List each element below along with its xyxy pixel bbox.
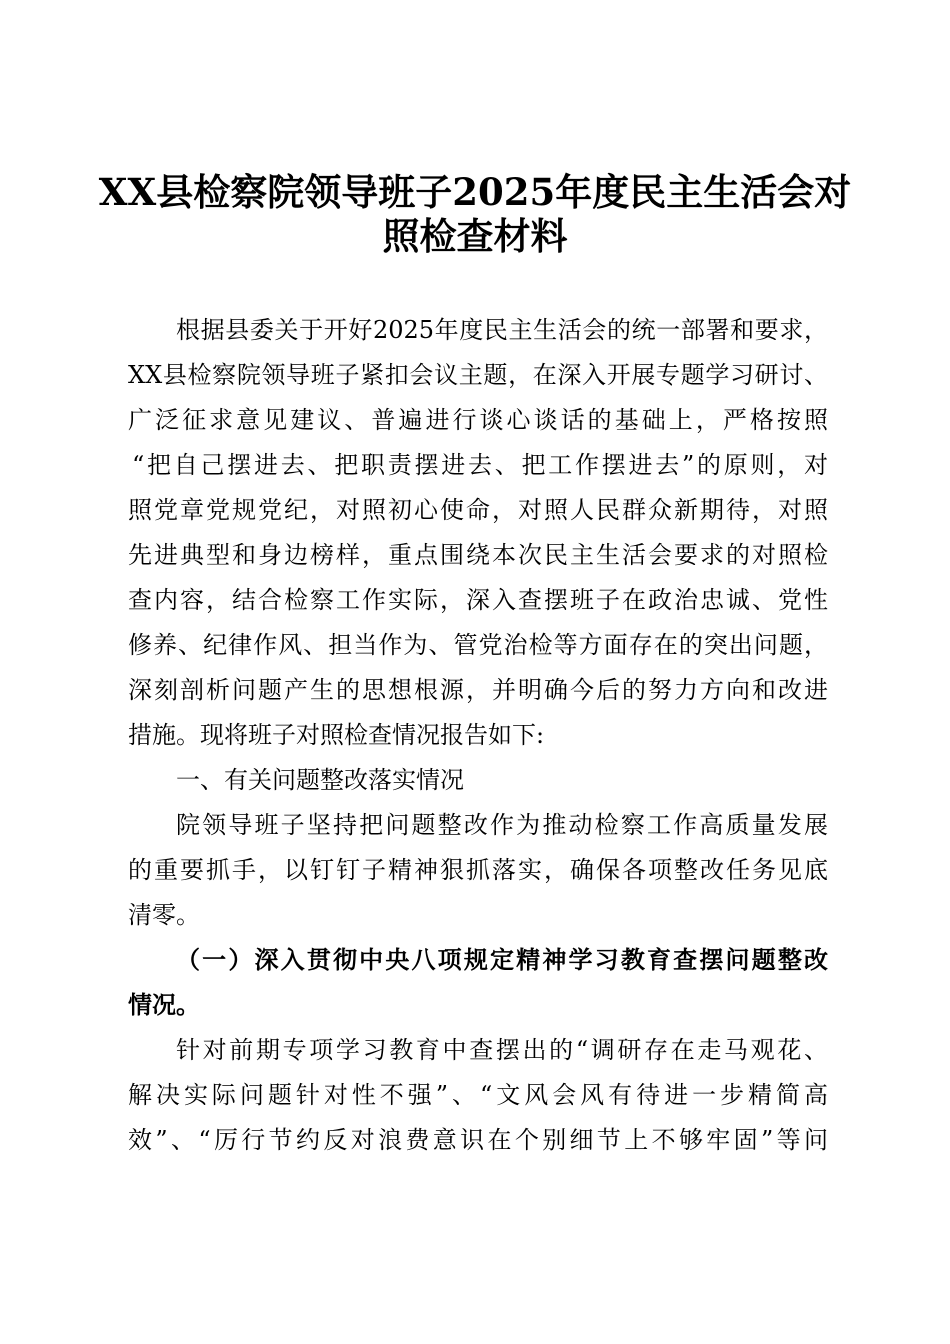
subsection-paragraph-line: 效”、“厉行节约反对浪费意识在个别细节上不够牢固”等问: [128, 1126, 828, 1154]
subsection-paragraph-line: 解决实际问题针对性不强”、“文风会风有待进一步精简高: [128, 1081, 828, 1109]
section-paragraph-line: 的重要抓手，以钉钉子精神狠抓落实，确保各项整改任务见底: [128, 856, 828, 884]
section-heading: 一、有关问题整改落实情况: [176, 766, 464, 794]
document-title-line-2: 照检查材料: [382, 214, 568, 258]
intro-paragraph-line: 根据县委关于开好2025年度民主生活会的统一部署和要求，: [176, 316, 828, 344]
intro-paragraph-line: XX县检察院领导班子紧扣会议主题，在深入开展专题学习研讨、: [128, 361, 828, 389]
intro-paragraph-line: 广泛征求意见建议、普遍进行谈心谈话的基础上，严格按照: [128, 406, 828, 434]
subsection-paragraph-line: 针对前期专项学习教育中查摆出的“调研存在走马观花、: [176, 1036, 828, 1064]
subsection-heading: （一）深入贯彻中央八项规定精神学习教育查摆问题整改: [176, 946, 828, 974]
intro-paragraph-line: 先进典型和身边榜样，重点围绕本次民主生活会要求的对照检: [128, 541, 828, 569]
intro-paragraph-line: 照党章党规党纪，对照初心使命，对照人民群众新期待，对照: [128, 496, 828, 524]
intro-paragraph-line: 深刻剖析问题产生的思想根源，并明确今后的努力方向和改进: [128, 676, 828, 704]
section-paragraph-line: 清零。: [128, 901, 200, 929]
document-title-line-1: XX县检察院领导班子2025年度民主生活会对: [98, 170, 852, 214]
intro-paragraph-line: 查内容，结合检察工作实际，深入查摆班子在政治忠诚、党性: [128, 586, 828, 614]
subsection-heading: 情况。: [128, 991, 200, 1019]
intro-paragraph-line: “把自己摆进去、把职责摆进去、把工作摆进去”的原则，对: [132, 451, 828, 479]
section-paragraph-line: 院领导班子坚持把问题整改作为推动检察工作高质量发展: [176, 811, 828, 839]
intro-paragraph-line: 措施。现将班子对照检查情况报告如下:: [128, 721, 545, 749]
intro-paragraph-line: 修养、纪律作风、担当作为、管党治检等方面存在的突出问题，: [128, 631, 828, 659]
